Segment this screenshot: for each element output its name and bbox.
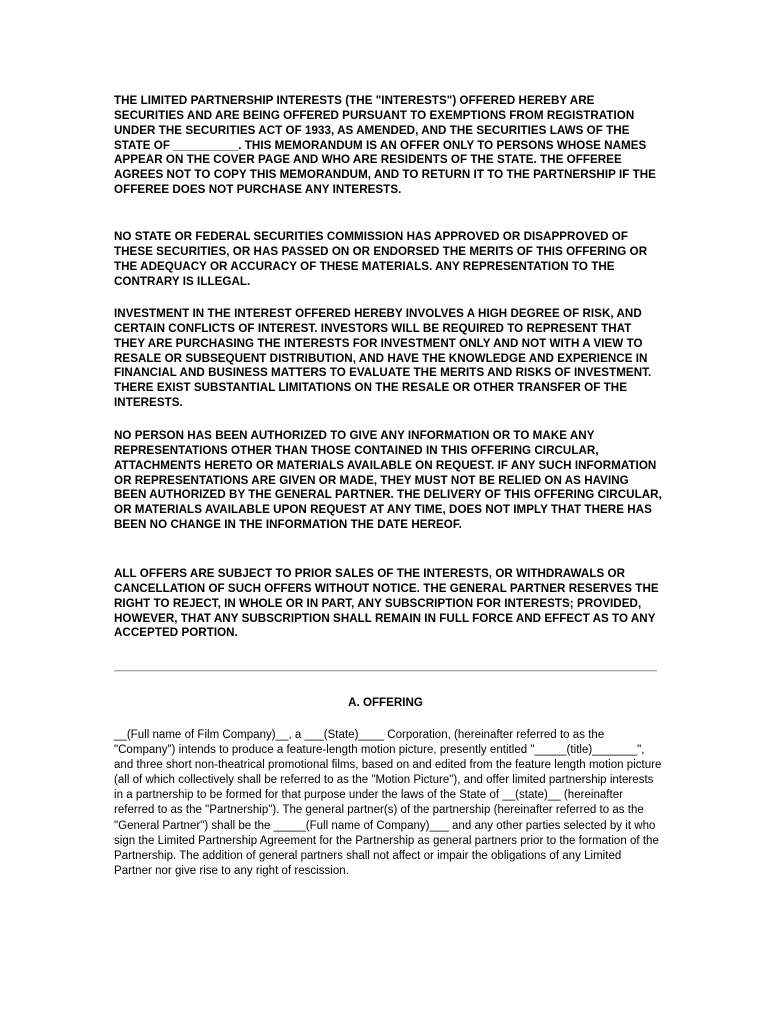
- no-authorization-notice: NO PERSON HAS BEEN AUTHORIZED TO GIVE ANY INFORMATION OR TO MAKE ANY REPRESENTATIONS OTHER THAN THOSE CONTAINED IN THIS OFFERING CIRCULAR, ATTACHMENTS HERETO OR MATERIALS AVAILABLE ON REQUEST. IF ANY SUCH INFORMATION OR REPRESENTATIONS ARE GIVEN OR MADE, THEY MUST NOT BE RELIED ON AS HAVING BEEN AUTHORIZED BY THE GENERAL PARTNER. THE DELIVERY OF THIS OFFERING CIRCULAR, OR MATERIALS AVAILABLE UPON REQUEST AT ANY TIME, DOES NOT IMPLY THAT THERE HAS BEEN NO CHANGE IN THE INFORMATION THE DATE HEREOF.: [114, 429, 662, 532]
- prior-sales-notice: ALL OFFERS ARE SUBJECT TO PRIOR SALES OF THE INTERESTS, OR WITHDRAWALS OR CANCELLATION OF SUCH OFFERS WITHOUT NOTICE. THE GENERAL PARTNER RESERVES THE RIGHT TO REJECT, IN WHOLE OR IN PART, ANY SUBSCRIPTION FOR INTERESTS; PROVIDED, HOWEVER, THAT ANY SUBSCRIPTION SHALL REMAIN IN FULL FORCE AND EFFECT AS TO ANY ACCEPTED PORTION.: [114, 567, 659, 640]
- offering-paragraph: __(Full name of Film Company)__, a ___(State)____ Corporation, (hereinafter referred to as the "Company") intends to produce a feature-length motion picture, presently entitled "_____(title)_______", and three short non-theatrical promotional films, based on and edited from the feature length motion picture (all of which collectively shall be referred to as the "Motion Picture"), and offer limited partnership interests in a partnership to be formed for that purpose under the laws of the State of __(state)__ (hereinafter referred to as the "Partnership"). The general partner(s) of the partnership (hereinafter referred to as the "General Partner") shall be the _____(Full name of Company)___ and any other parties selected by it who sign the Limited Partnership Agreement for the Partnership as general partners prior to the formation of the Partnership. The addition of general partners shall not affect or impair the obligations of any Limited Partner nor give rise to any right of rescission.: [114, 729, 662, 877]
- section-heading: A. OFFERING: [348, 696, 423, 709]
- securities-exemption-notice: THE LIMITED PARTNERSHIP INTERESTS (THE "INTERESTS") OFFERED HEREBY ARE SECURITIES AND ARE BEING OFFERED PURSUANT TO EXEMPTIONS FROM REGISTRATION UNDER THE SECURITIES ACT OF 1933, AS AMENDED, AND THE SECURITIES LAWS OF THE STATE OF __________. THIS MEMORANDUM IS AN OFFER ONLY TO PERSONS WHOSE NAMES APPEAR ON THE COVER PAGE AND WHO ARE RESIDENTS OF THE STATE. THE OFFEREE AGREES NOT TO COPY THIS MEMORANDUM, AND TO RETURN IT TO THE PARTNERSHIP IF THE OFFEREE DOES NOT PURCHASE ANY INTERESTS.: [114, 94, 656, 197]
- no-approval-notice: NO STATE OR FEDERAL SECURITIES COMMISSION HAS APPROVED OR DISAPPROVED OF THESE SECURITIES, OR HAS PASSED ON OR ENDORSED THE MERITS OF THIS OFFERING OR THE ADEQUACY OR ACCURACY OF THESE MATERIALS. ANY REPRESENTATION TO THE CONTRARY IS ILLEGAL.: [114, 230, 648, 288]
- horizontal-divider: [114, 670, 657, 672]
- risk-notice: INVESTMENT IN THE INTEREST OFFERED HEREBY INVOLVES A HIGH DEGREE OF RISK, AND CERTAIN CONFLICTS OF INTEREST. INVESTORS WILL BE REQUIRED TO REPRESENT THAT THEY ARE PURCHASING THE INTERESTS FOR INVESTMENT ONLY AND NOT WITH A VIEW TO RESALE OR SUBSEQUENT DISTRIBUTION, AND HAVE THE KNOWLEDGE AND EXPERIENCE IN FINANCIAL AND BUSINESS MATTERS TO EVALUATE THE MERITS AND RISKS OF INVESTMENT. THERE EXIST SUBSTANTIAL LIMITATIONS ON THE RESALE OR OTHER TRANSFER OF THE INTERESTS.: [114, 307, 652, 410]
